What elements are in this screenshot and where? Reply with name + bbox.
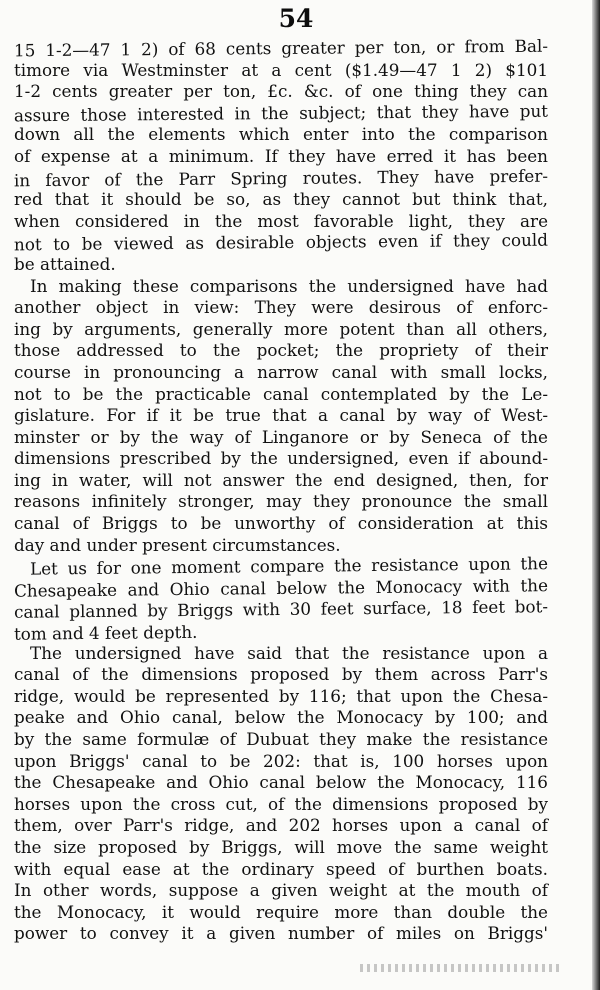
- text-line: power to convey it a given number of miles on Briggs': [14, 923, 548, 944]
- text-line: the Monocacy, it would require more than double the: [14, 901, 548, 922]
- text-line: gislature. For if it be true that a canal by way of West-: [14, 405, 548, 426]
- text-line: canal planned by Briggs with 30 feet surface, 18 feet bot-: [13, 596, 549, 623]
- print-smudge: [360, 964, 560, 972]
- text-line: upon Briggs' canal to be 202: that is, 100 horses upon: [14, 750, 548, 771]
- text-line: minster or by the way of Linganore or by Seneca of the: [14, 426, 548, 447]
- text-line: down all the elements which enter into the comparison: [14, 124, 548, 145]
- text-line: not to be viewed as desirable objects even if they could: [13, 230, 549, 255]
- text-line: another object in view: They were desirous of enforc-: [14, 297, 548, 318]
- text-line: them, over Parr's ridge, and 202 horses upon a canal of: [14, 815, 548, 836]
- text-line: dimensions prescribed by the undersigned, even if abound-: [14, 448, 548, 469]
- text-line: by the same formulæ of Dubuat they make the resistance: [14, 729, 548, 749]
- text-line: Chesapeake and Ohio canal below the Monocacy with the: [13, 575, 549, 601]
- paragraph-resistance-compare: [13, 553, 549, 644]
- paragraph-resistance-figures: [14, 643, 548, 945]
- text-line: peake and Ohio canal, below the Monocacy by 100; and: [14, 707, 548, 728]
- text-line: when considered in the most favorable light, they are: [14, 210, 548, 231]
- paragraph-comparisons-object: [14, 276, 548, 557]
- text-line: canal of the dimensions proposed by them across Parr's: [14, 664, 548, 685]
- text-line: ing by arguments, generally more potent than all others,: [14, 318, 548, 339]
- text-line: those addressed to the pocket; the propriety of their: [14, 340, 548, 361]
- text-line: be attained.: [14, 253, 116, 274]
- text-line: canal of Briggs to be unworthy of consideration at this: [14, 513, 548, 534]
- text-line: course in pronouncing a narrow canal with small locks,: [14, 361, 548, 382]
- text-line: ridge, would be represented by 116; that upon the Chesa-: [14, 685, 548, 706]
- text-line: ing in water, will not answer the end designed, then, for: [14, 469, 548, 490]
- text-line: the Chesapeake and Ohio canal below the Monocacy, 116: [14, 772, 548, 793]
- text-line: In making these comparisons the undersigned have had: [30, 275, 548, 296]
- text-line: 1-2 cents greater per ton, £c. &c. of one thing they can: [14, 81, 548, 102]
- text-line: 15 1-2—47 1 2) of 68 cents greater per ton, or from Bal-: [13, 35, 549, 61]
- text-line: with equal ease at the ordinary speed of burthen boats.: [14, 858, 548, 879]
- text-line: reasons infinitely stronger, may they pronounce the small: [14, 491, 548, 512]
- text-line: day and under present circumstances.: [14, 534, 341, 555]
- text-line: horses upon the cross cut, of the dimensions proposed by: [14, 793, 548, 814]
- text-line: The undersigned have said that the resistance upon a: [30, 642, 548, 663]
- text-line: in favor of the Parr Spring routes. They have prefer-: [13, 165, 549, 190]
- paragraph-cost-comparison: [13, 35, 549, 276]
- text-line: assure those interested in the subject; that they have put: [13, 100, 549, 126]
- text-line: Let us for one moment compare the resistance upon the: [29, 553, 549, 579]
- text-line: of expense at a minimum. If they have erred it has been: [14, 145, 548, 166]
- text-line: tom and 4 feet depth.: [13, 621, 198, 644]
- text-line: timore via Westminster at a cent ($1.49—47 1 2) $101: [14, 59, 548, 80]
- text-line: the size proposed by Briggs, will move the same weight: [14, 836, 548, 857]
- page-number: 54: [278, 4, 314, 33]
- text-line: In other words, suppose a given weight at the mouth of: [14, 880, 548, 901]
- text-line: red that it should be so, as they cannot but think that,: [14, 189, 548, 210]
- body-text: [13, 35, 549, 945]
- page-edge-shadow: [592, 0, 600, 990]
- text-line: not to be the practicable canal contemplated by the Le-: [14, 383, 548, 404]
